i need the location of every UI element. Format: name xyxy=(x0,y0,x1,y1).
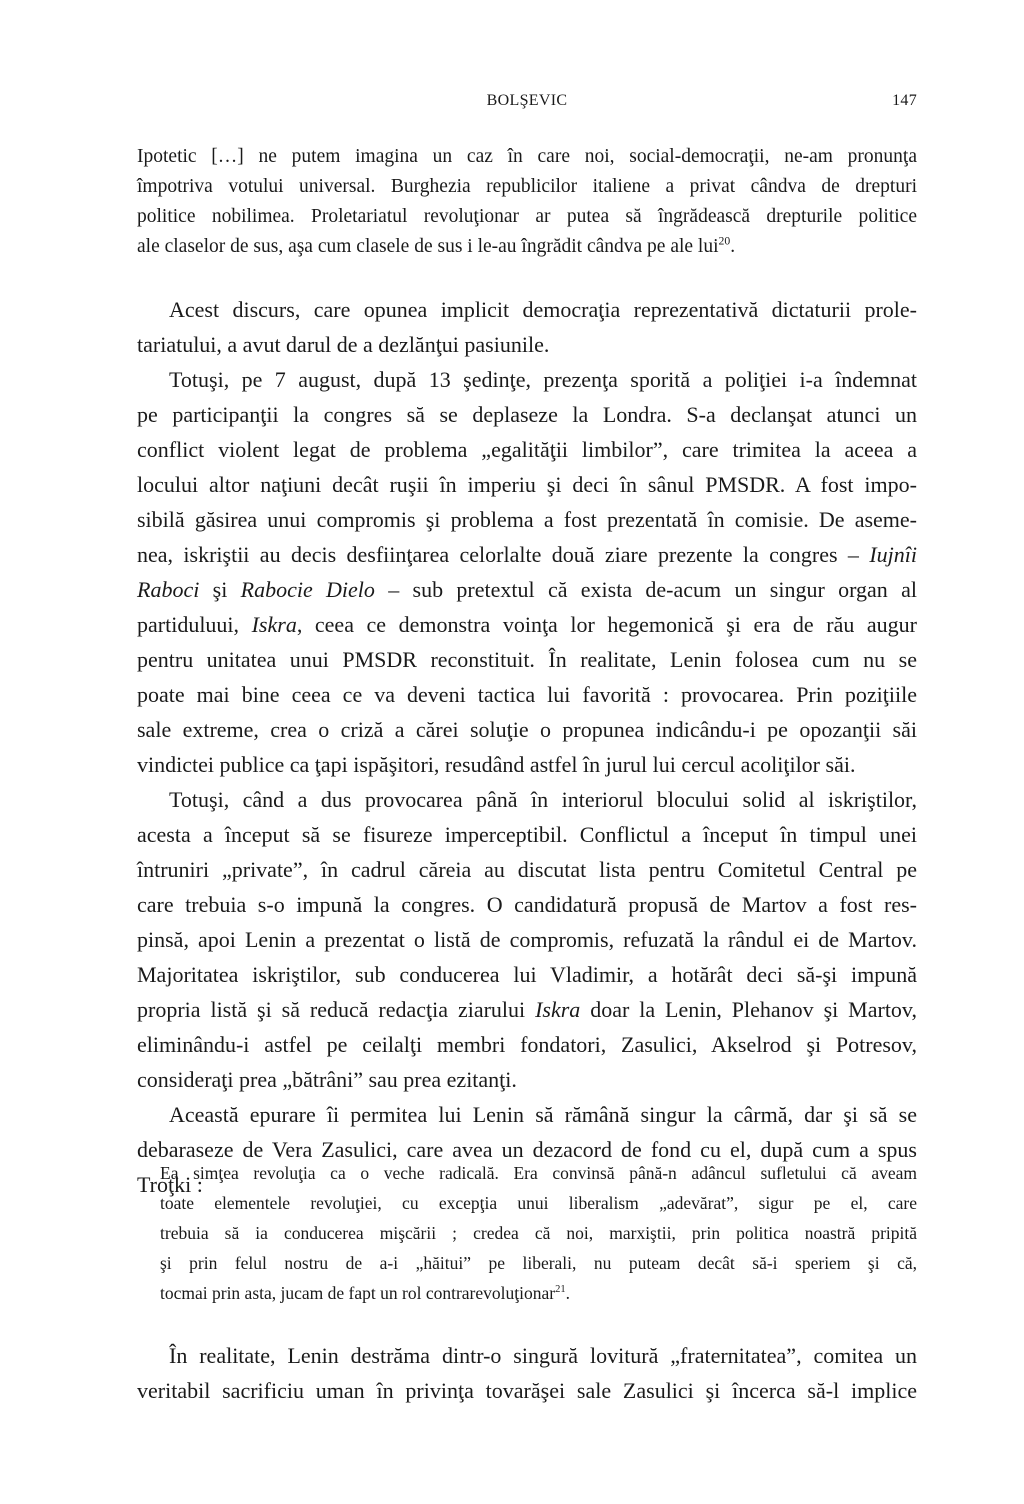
quote-line: Ipotetic […] ne putem imagina un caz în care noi, social-democraţii, ne-am pronunţa xyxy=(137,146,917,167)
text-line: Această epurare îi permitea lui Lenin să rămână singur la cârmă, dar şi să se xyxy=(169,1102,917,1127)
newspaper-title-iskra: Iskra xyxy=(535,997,581,1022)
quote-line: trebuia să ia conducerea mişcării ; credea că noi, marxiştii, prin politica noastră pripită xyxy=(160,1223,917,1243)
text-run: , ceea ce demonstra voinţa lor hegemonică şi era de rău augur xyxy=(296,612,917,637)
text-line: sale extreme, crea o criză a cărei soluţie o propunea indicându-i pe opozanţii săi xyxy=(137,717,917,742)
end-punctuation: . xyxy=(565,1283,570,1303)
newspaper-title-raboci: Raboci xyxy=(137,577,200,602)
text-line: întruniri „private”, în cadrul căreia au discutat lista pentru Comitetul Central pe xyxy=(137,857,917,882)
quote-line: împotriva votului universal. Burghezia republicilor italiene a privat cândva de drepturi xyxy=(137,176,917,197)
text-run: – sub pretextul că exista de-acum un singur organ al xyxy=(374,577,917,602)
quote-line: Ea simţea revoluţia ca o veche radicală. Era convinsă până-n adâncul sufletului că aveam xyxy=(160,1163,917,1183)
newspaper-title-iskra: Iskra xyxy=(251,612,297,637)
quote-text: ale claselor de sus, aşa cum clasele de sus i le-au îngrădit cândva pe ale lui xyxy=(137,236,719,257)
text-line: Majoritatea iskriştilor, sub conducerea lui Vladimir, a hotărât deci să-şi impună xyxy=(137,962,917,987)
quote-line xyxy=(137,232,917,262)
text-line xyxy=(137,607,917,643)
text-line: veritabil sacrificiu uman în privinţa tovarăşei sale Zasulici şi încerca să-l implice xyxy=(137,1378,917,1403)
quote-line xyxy=(160,1278,917,1308)
text-line: conflict violent legat de problema „egalităţii limbilor”, care trimitea la aceea a xyxy=(137,437,917,462)
text-line: locului altor naţiuni decât ruşii în imperiu şi deci în sânul PMSDR. A fost impo- xyxy=(137,472,917,497)
newspaper-title-rabocie-dielo: Rabocie Dielo xyxy=(240,577,375,602)
newspaper-title-iujnii: Iujnîi xyxy=(869,542,917,567)
text-line: În realitate, Lenin destrăma dintr-o singură lovitură „fraternitatea”, comitea un xyxy=(169,1343,917,1368)
text-run: nea, iskriştii au decis desfiinţarea celorlalte două ziare prezente la congres – xyxy=(137,542,870,567)
text-line: vindictei publice ca ţapi ispăşitori, resudând astfel în jurul lui cercul acoliţilor săi. xyxy=(137,752,856,777)
text-line: Acest discurs, care opunea implicit democraţia reprezentativă dictaturii prole- xyxy=(169,297,917,322)
quote-line: şi prin felul nostru de a-i „hăitui” pe liberali, nu puteam decât să-i speriem şi că, xyxy=(160,1253,917,1273)
text-line: acesta a început să se fisureze imperceptibil. Conflictul a început în timpul unei xyxy=(137,822,917,847)
text-line: pinsă, apoi Lenin a prezentat o listă de compromis, refuzată la rândul ei de Martov. xyxy=(137,927,917,952)
text-line: Totuşi, când a dus provocarea până în interiorul blocului solid al iskriştilor, xyxy=(169,787,917,812)
text-line: tariatului, a avut darul de a dezlănţui pasiunile. xyxy=(137,332,550,357)
text-line: pentru unitatea unui PMSDR reconstituit. În realitate, Lenin folosea cum nu se xyxy=(137,647,917,672)
text-line: poate mai bine ceea ce va deveni tactica lui favorită : provocarea. Prin poziţiile xyxy=(137,682,917,707)
end-punctuation: . xyxy=(730,236,736,257)
text-line xyxy=(137,992,917,1028)
quote-text: tocmai prin asta, jucam de fapt un rol contrarevoluţionar xyxy=(160,1283,556,1303)
text-line: Troţki : xyxy=(137,1172,203,1197)
text-line: Totuşi, pe 7 august, după 13 şedinţe, prezenţa sporită a poliţiei i-a îndemnat xyxy=(169,367,917,392)
text-line: debaraseze de Vera Zasulici, care avea un dezacord de fond cu el, după cum a spus xyxy=(137,1137,917,1162)
text-run: şi xyxy=(199,577,241,602)
text-line xyxy=(137,537,917,573)
text-line: pe participanţii la congres să se deplaseze la Londra. S-a declanşat atunci un xyxy=(137,402,917,427)
text-run: partiduluui, xyxy=(137,612,252,637)
text-line: sibilă găsirea unui compromis şi problema a fost prezentată în comisie. De aseme- xyxy=(137,507,917,532)
footnote-ref-20[interactable]: 20 xyxy=(718,234,731,248)
quote-line: politice nobilimea. Proletariatul revoluţionar ar putea să îngrădească drepturile politice xyxy=(137,206,917,227)
text-line xyxy=(137,572,917,608)
page-number: 147 xyxy=(892,92,917,109)
text-run: propria listă şi să reducă redacţia ziarului xyxy=(137,997,536,1022)
running-title: BOLŞEVIC xyxy=(486,92,568,109)
running-header xyxy=(137,92,917,116)
text-line: eliminându-i astfel pe ceilalţi membri fondatori, Zasulici, Akselrod şi Potresov, xyxy=(137,1032,917,1057)
text-line: care trebuia s-o impună la congres. O candidatură propusă de Martov a fost res- xyxy=(137,892,917,917)
text-run: doar la Lenin, Plehanov şi Martov, xyxy=(580,997,917,1022)
quote-line: toate elementele revoluţiei, cu excepţia unui liberalism „adevărat”, sigur pe el, care xyxy=(160,1193,917,1213)
footnote-ref-21[interactable]: 21 xyxy=(555,1284,566,1296)
text-line: consideraţi prea „bătrâni” sau prea ezitanţi. xyxy=(137,1067,517,1092)
